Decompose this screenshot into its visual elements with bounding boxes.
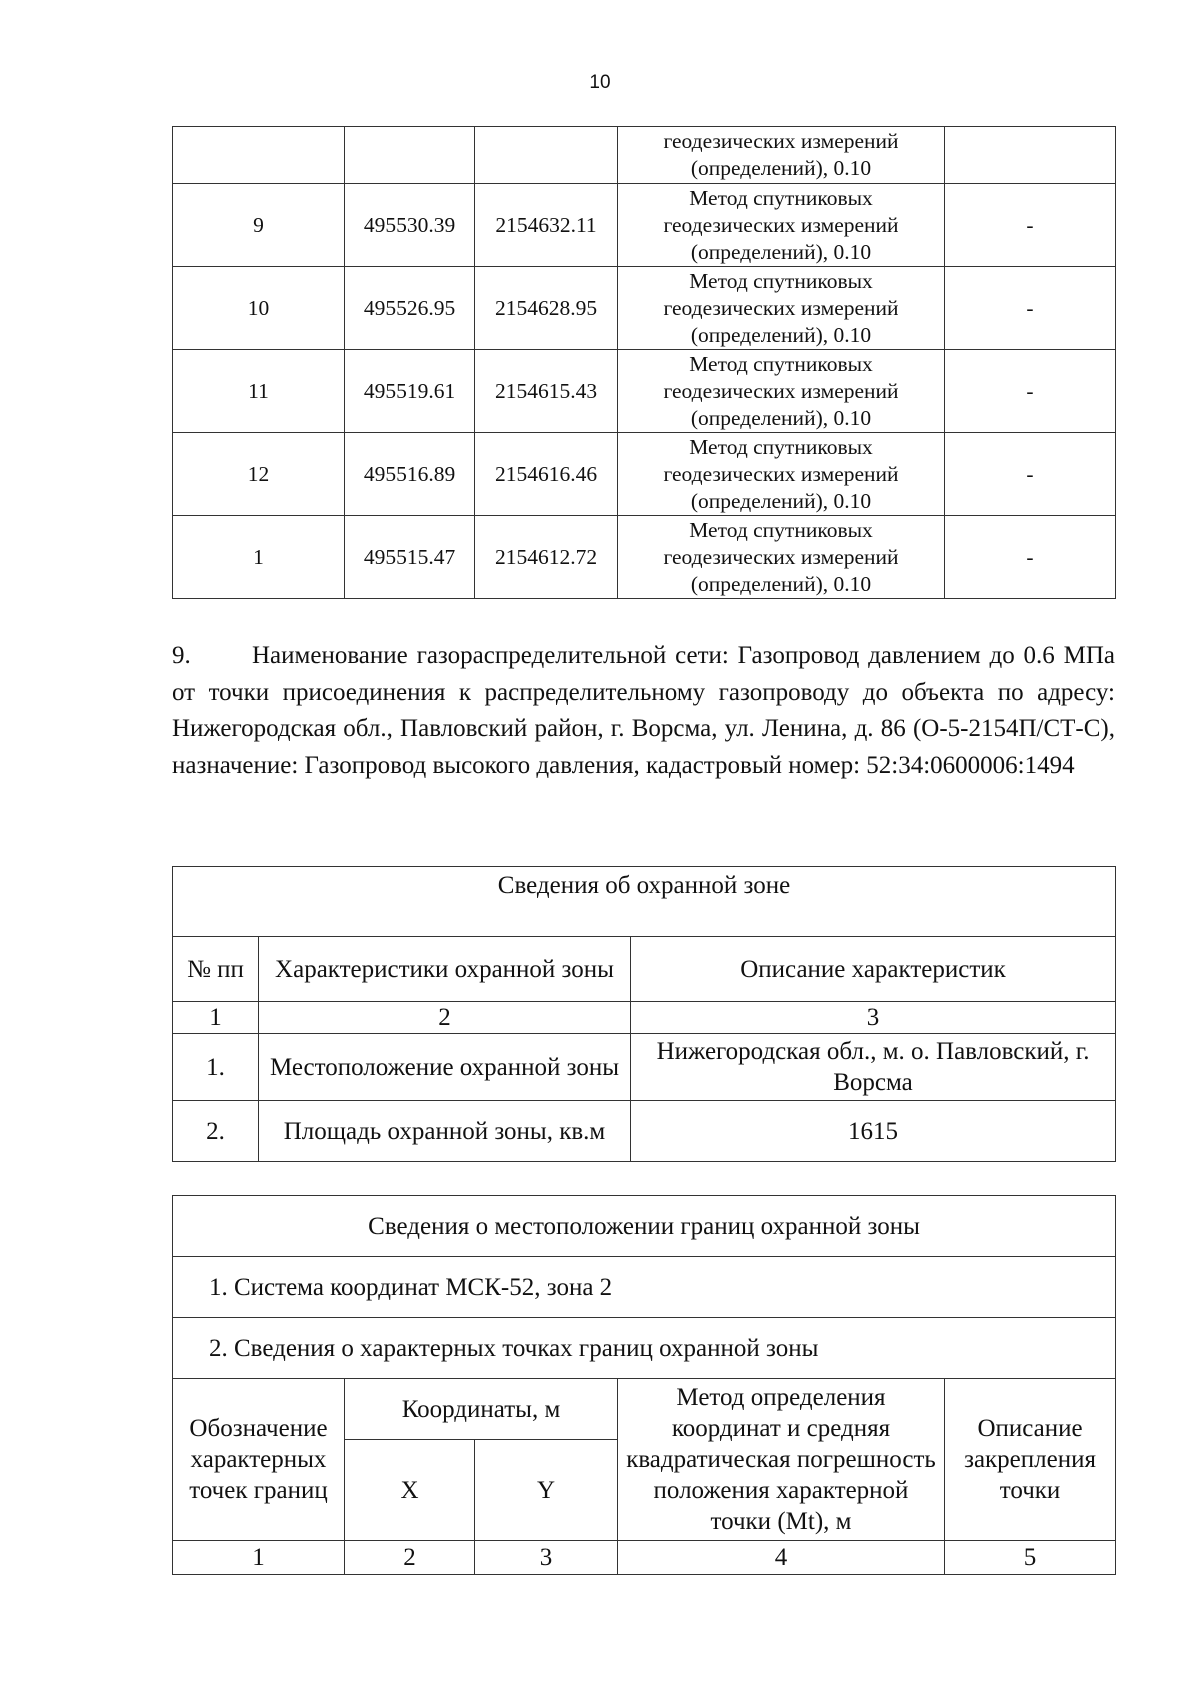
point-cell: 9: [173, 184, 345, 267]
method-cell: Метод спутниковых геодезических измерений (определений), 0.10: [618, 267, 945, 350]
zone-info-title: Сведения об охранной зоне: [173, 867, 1116, 937]
description-cell: -: [945, 433, 1116, 516]
column-number: 2: [259, 1002, 631, 1034]
table-row: [173, 127, 1116, 184]
description-cell: -: [945, 516, 1116, 599]
method-cell: Метод спутниковых геодезических измерений (определений), 0.10: [618, 350, 945, 433]
row-characteristic: Площадь охранной зоны, кв.м: [259, 1101, 631, 1162]
network-description-paragraph: [172, 638, 1115, 784]
column-number: 1: [173, 1541, 345, 1575]
header-y: Y: [475, 1440, 618, 1541]
row-characteristic: Местоположение охранной зоны: [259, 1034, 631, 1101]
table-row: [173, 433, 1116, 516]
x-cell: 495519.61: [345, 350, 475, 433]
description-cell: [945, 127, 1116, 184]
y-cell: 2154628.95: [475, 267, 618, 350]
page-number: 10: [589, 72, 611, 93]
coordinates-table-continued: [172, 126, 1116, 599]
table-row: [173, 267, 1116, 350]
table-row: [173, 1034, 1116, 1101]
y-cell: [475, 127, 618, 184]
method-cell: Метод спутниковых геодезических измерений (определений), 0.10: [618, 184, 945, 267]
paragraph-text: Наименование газораспределительной сети: Газопровод давлением до 0.6 МПа от точки присоединения к распределительному газопроводу до объекта по адресу: Нижегородская обл., Павловский район, г. Ворсма, ул. Ленина, д. 86 (О-5-2154П/СТ-С), назначение: Газопровод высокого давления, кадастровый номер: 52:34:0600006:1494: [172, 642, 1115, 779]
y-cell: 2154632.11: [475, 184, 618, 267]
header-characteristics: Характеристики охранной зоны: [259, 937, 631, 1002]
column-numbers-row: [173, 1541, 1116, 1575]
header-method: Метод определения координат и средняя квадратическая погрешность положения характерной точки (Mt), м: [618, 1379, 945, 1541]
method-cell: геодезических измерений (определений), 0.10: [618, 127, 945, 184]
table-row: [173, 184, 1116, 267]
method-cell: Метод спутниковых геодезических измерений (определений), 0.10: [618, 516, 945, 599]
y-cell: 2154616.46: [475, 433, 618, 516]
point-cell: 12: [173, 433, 345, 516]
row-num: 2.: [173, 1101, 259, 1162]
column-number: 2: [345, 1541, 475, 1575]
row-num: 1.: [173, 1034, 259, 1101]
row-description: 1615: [631, 1101, 1116, 1162]
column-number: 4: [618, 1541, 945, 1575]
x-cell: 495516.89: [345, 433, 475, 516]
header-point: Обозначение характерных точек границ: [173, 1379, 345, 1541]
characteristic-points-item: 2. Сведения о характерных точках границ охранной зоны: [173, 1318, 1116, 1379]
column-number: 3: [475, 1541, 618, 1575]
boundary-title: Сведения о местоположении границ охранной зоны: [173, 1196, 1116, 1257]
table-row: [173, 516, 1116, 599]
header-x: X: [345, 1440, 475, 1541]
header-description: Описание характеристик: [631, 937, 1116, 1002]
description-cell: -: [945, 184, 1116, 267]
method-cell: Метод спутниковых геодезических измерений (определений), 0.10: [618, 433, 945, 516]
point-cell: [173, 127, 345, 184]
table-row: [173, 1101, 1116, 1162]
table-header-row: [173, 1379, 1116, 1440]
header-description: Описание закрепления точки: [945, 1379, 1116, 1541]
x-cell: [345, 127, 475, 184]
y-cell: 2154615.43: [475, 350, 618, 433]
coordinate-system-item: 1. Система координат МСК-52, зона 2: [173, 1257, 1116, 1318]
table-row: [173, 350, 1116, 433]
paragraph-number: 9.: [172, 642, 191, 669]
header-coordinates: Координаты, м: [345, 1379, 618, 1440]
description-cell: -: [945, 267, 1116, 350]
column-number: 1: [173, 1002, 259, 1034]
header-num: № пп: [173, 937, 259, 1002]
x-cell: 495526.95: [345, 267, 475, 350]
protection-zone-info-table: [172, 866, 1116, 1162]
zone-boundary-table: [172, 1195, 1116, 1575]
row-description: Нижегородская обл., м. о. Павловский, г. Ворсма: [631, 1034, 1116, 1101]
x-cell: 495515.47: [345, 516, 475, 599]
y-cell: 2154612.72: [475, 516, 618, 599]
point-cell: 11: [173, 350, 345, 433]
column-number: 5: [945, 1541, 1116, 1575]
x-cell: 495530.39: [345, 184, 475, 267]
column-numbers-row: [173, 1002, 1116, 1034]
column-number: 3: [631, 1002, 1116, 1034]
point-cell: 1: [173, 516, 345, 599]
table-header-row: [173, 937, 1116, 1002]
description-cell: -: [945, 350, 1116, 433]
point-cell: 10: [173, 267, 345, 350]
